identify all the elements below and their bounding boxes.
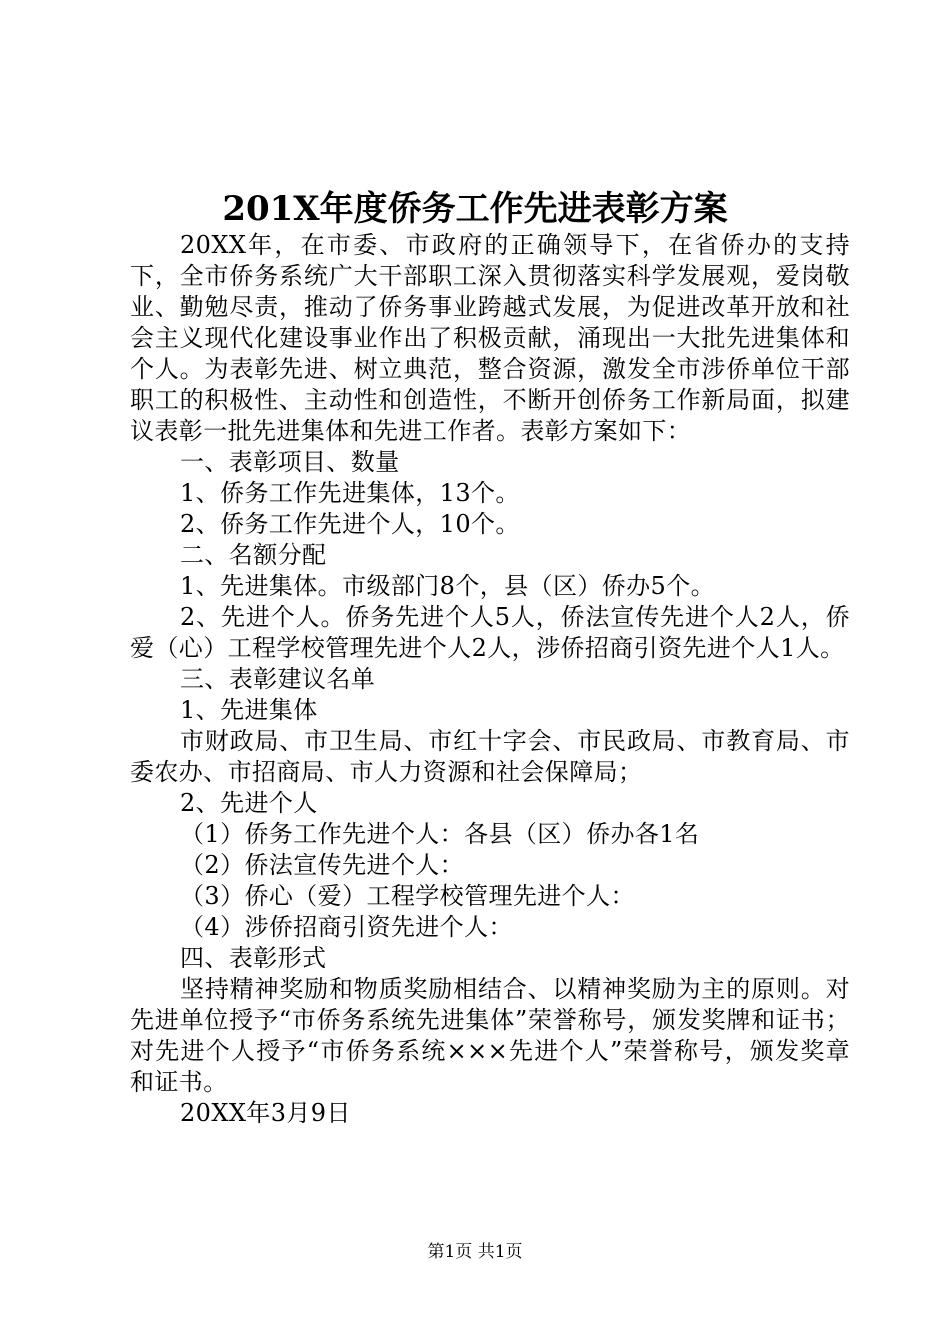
section-heading: 四、表彰形式 <box>180 944 327 972</box>
section-heading: 二、名额分配 <box>180 541 327 569</box>
list-item: 2、侨务工作先进个人，10个。 <box>180 510 520 538</box>
section-heading: 一、表彰项目、数量 <box>180 448 400 476</box>
list-item: 1、侨务工作先进集体，13个。 <box>180 479 520 507</box>
list-item: 2、先进个人 <box>180 789 318 817</box>
list-item: 2、先进个人。侨务先进个人5人，侨法宣传先进个人2人，侨爱（心）工程学校管理先进个人2人，涉侨招商引资先进个人1人。 <box>130 603 850 662</box>
document-body <box>130 230 850 1129</box>
document-date: 20XX年3月9日 <box>180 1099 351 1127</box>
list-item: 1、先进集体 <box>180 696 318 724</box>
sub-list-item: （4）涉侨招商引资先进个人： <box>180 913 513 941</box>
section-heading: 三、表彰建议名单 <box>180 665 376 693</box>
page-footer: 第1页 共1页 <box>427 1242 523 1262</box>
intro-paragraph: 20XX年，在市委、市政府的正确领导下，在省侨办的支持下，全市侨务系统广大干部职工深入贯彻落实科学发展观，爱岗敬业、勤勉尽责，推动了侨务事业跨越式发展，为促进改革开放和社会主义现代化建设事业作出了积极贡献，涌现出一大批先进集体和个人。为表彰先进、树立典范，整合资源，激发全市涉侨单位干部职工的积极性、主动性和创造性，不断开创侨务工作新局面，拟建议表彰一批先进集体和先进工作者。表彰方案如下： <box>130 231 850 445</box>
sub-list-item: （1）侨务工作先进个人：各县（区）侨办各1名 <box>180 820 700 848</box>
list-item: 1、先进集体。市级部门8个，县（区）侨办5个。 <box>180 572 716 600</box>
sub-list-item: （2）侨法宣传先进个人： <box>180 851 465 879</box>
form-paragraph: 坚持精神奖励和物质奖励相结合、以精神奖励为主的原则。对先进单位授予“市侨务系统先进集体”荣誉称号，颁发奖牌和证书；对先进个人授予“市侨务系统×××先进个人”荣誉称号，颁发奖章和证书。 <box>130 975 850 1096</box>
document-title: 201X年度侨务工作先进表彰方案 <box>222 189 728 229</box>
collective-list: 市财政局、市卫生局、市红十字会、市民政局、市教育局、市委农办、市招商局、市人力资源和社会保障局； <box>130 727 850 786</box>
sub-list-item: （3）侨心（爱）工程学校管理先进个人： <box>180 882 635 910</box>
